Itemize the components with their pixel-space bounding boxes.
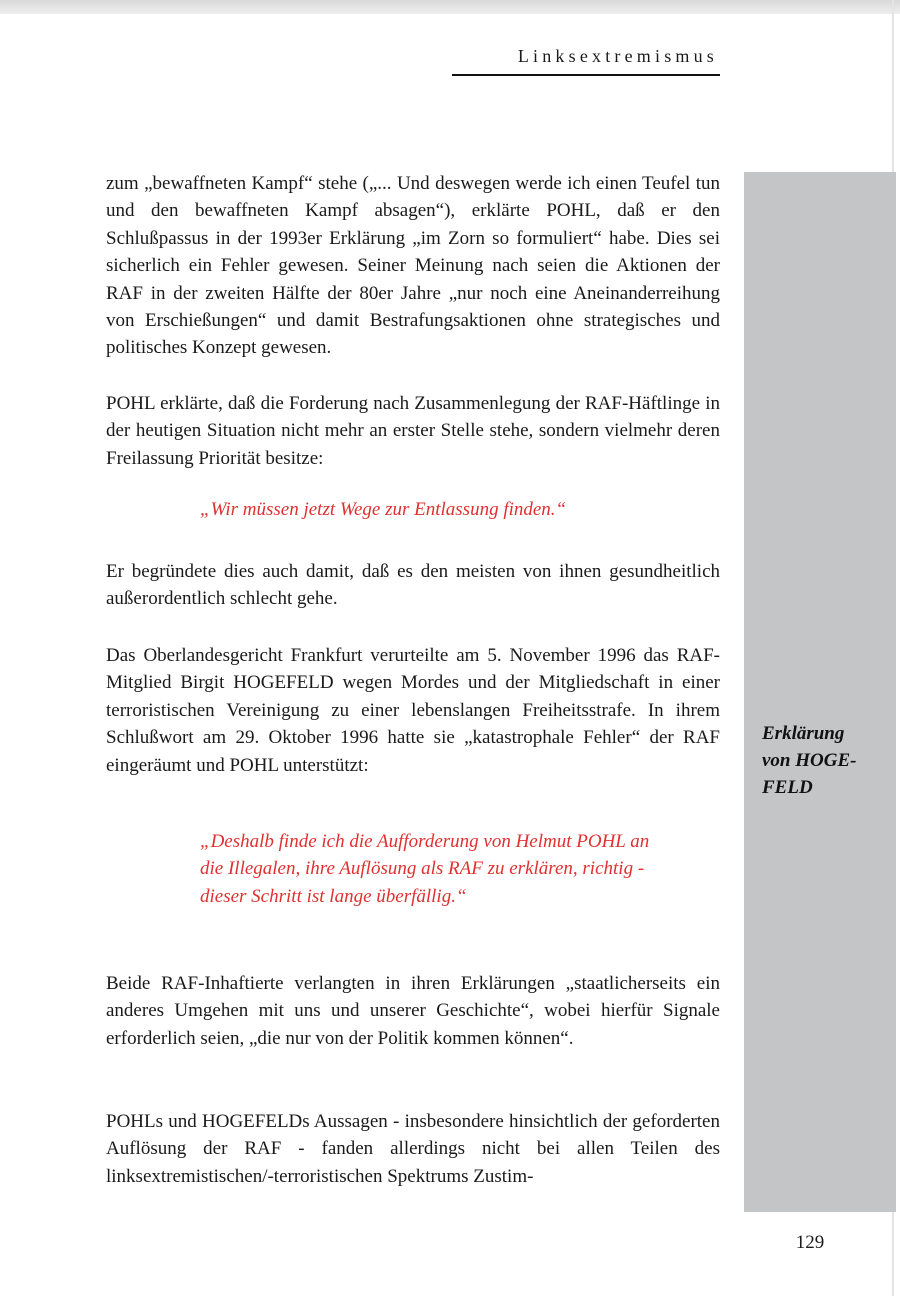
margin-note-line: von HOGE- (762, 750, 857, 771)
margin-note (762, 720, 882, 801)
header-rule (452, 74, 720, 76)
quote-pohl: „Wir müssen jetzt Wege zur Entlassung finden.“ (200, 499, 567, 520)
page-number: 129 (795, 1232, 825, 1253)
margin-band (744, 172, 896, 1212)
quote-hogefeld: „Deshalb finde ich die Aufforderung von Helmut POHL an die Illegalen, ihre Auflösung als RAF zu erklären, richtig - dieser Schritt ist lange überfällig.“ (200, 831, 650, 907)
paragraph-pohl-statement: zum „bewaffneten Kampf“ stehe („... Und deswegen werde ich einen Teufel tun und den bewaffneten Kampf absagen“), erklärte POHL, daß er den Schlußpassus in der 1993er Erklärung „im Zorn so formuliert“ habe. Dies sei sicherlich ein Fehler gewesen. Seiner Meinung nach seien die Aktionen der RAF in der zweiten Hälfte der 80er Jahre „nur noch eine Aneinanderreihung von Erschießungen“ und damit Bestrafungsaktionen ohne strategisches und politisches Konzept gewesen. (106, 173, 720, 359)
margin-note-line: FELD (762, 777, 813, 798)
running-header: Linksextremismus (517, 46, 718, 66)
paragraph-hogefeld-verdict: Das Oberlandesgericht Frankfurt verurteilte am 5. November 1996 das RAF-Mitglied Birgit HOGEFELD wegen Mordes und der Mitgliedschaft in einer terroristischen Vereinigung zu einer lebenslangen Freiheitsstrafe. In ihrem Schlußwort am 29. Oktober 1996 hatte sie „katastrophale Fehler“ der RAF eingeräumt und POHL unterstützt: (106, 645, 720, 776)
paragraph-demands: Beide RAF-Inhaftierte verlangten in ihren Erklärungen „staatlicherseits ein anderes Umgehen mit uns und unserer Geschichte“, wobei hierfür Signale erforderlich seien, „die nur von der Politik kommen können“. (106, 973, 720, 1049)
paragraph-health: Er begründete dies auch damit, daß es den meisten von ihnen gesundheitlich außerordentlich schlecht gehe. (106, 561, 720, 610)
paragraph-pohl-release: POHL erklärte, daß die Forderung nach Zusammenlegung der RAF-Häftlinge in der heutigen Situation nicht mehr an erster Stelle stehe, sondern vielmehr deren Freilassung Priorität besitze: (106, 393, 720, 469)
paragraph-reactions: POHLs und HOGEFELDs Aussagen - insbesondere hinsichtlich der geforderten Auflösung der RAF - fanden allerdings nicht bei allen Teilen des linksextremistischen/-terroristischen Spektrums Zustim- (106, 1111, 720, 1187)
scan-top-band (0, 0, 900, 14)
margin-note-line: Erklärung (762, 723, 845, 744)
